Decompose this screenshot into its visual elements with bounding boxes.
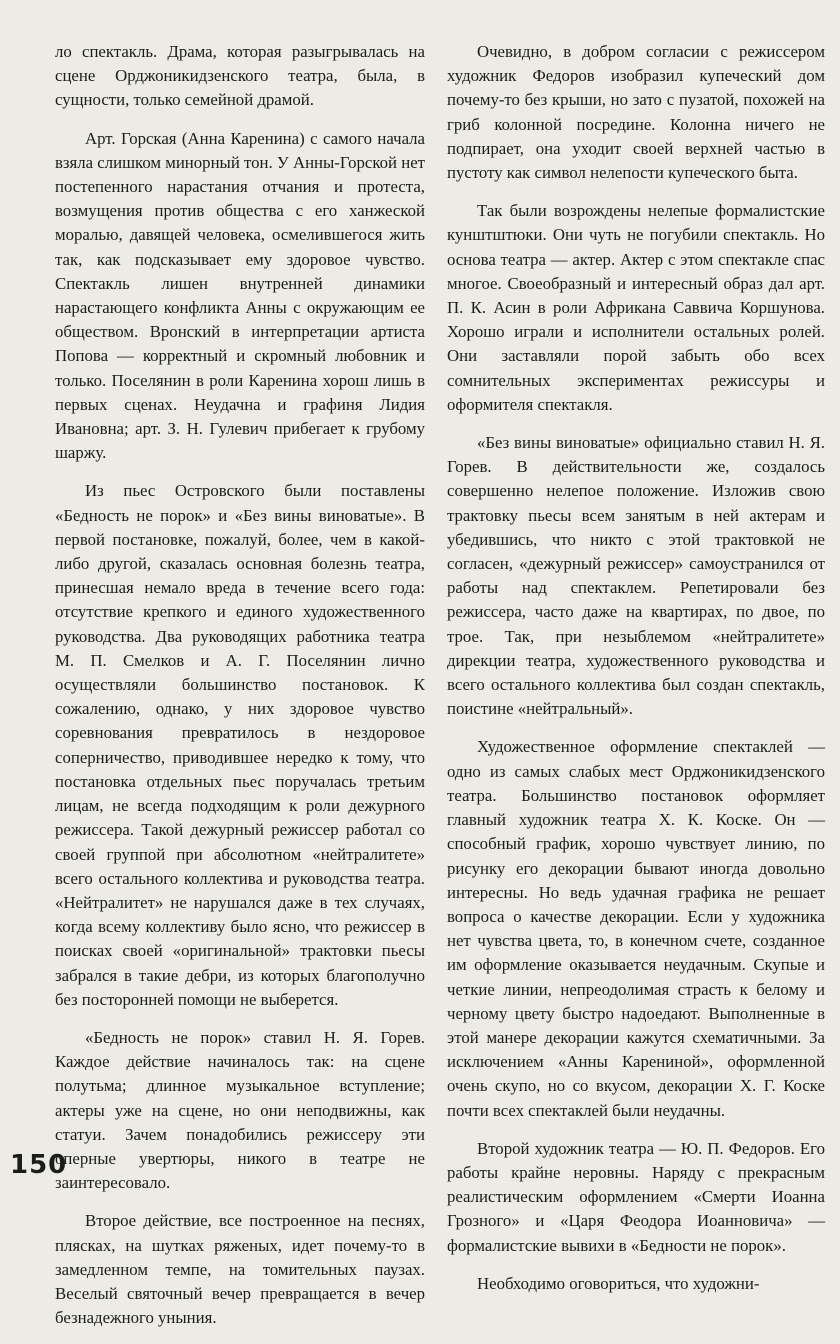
- paragraph: «Без вины виноватые» официально ставил Н. Я. Горев. В действительности же, создалось совершенно нелепое положение. Изложив свою трактовку пьесы всем занятым в ней актерам и убедившись, что никто с этой трактовкой не согласен, «дежурный режиссер» самоустранился от работы над спектаклем. Репетировали без режиссера, часто даже на квартирах, по двое, по трое. Так, при незыблемом «нейтралитете» дирекции театра, художественного руководства и всего остального коллектива был создан спектакль, поистине «нейтральный».: [447, 433, 825, 719]
- paragraph: Так были возрождены нелепые формалистские кунштштюки. Они чуть не погубили спектакль. Но основа театра — актер. Актер с этом спектакле спас многое. Своеобразный и интересный образ дал арт. П. К. Асин в роли Африкана Саввича Коршунова. Хорошо играли и исполнители остальных ролей. Они заставляли порой забыть обо всех сомнительных экспериментах режиссуры и оформителя спектакля.: [447, 201, 825, 414]
- paragraph: Второе действие, все построенное на песнях, плясках, на шутках ряженых, идет почему-то в замедленном темпе, на томительных паузах. Веселый святочный вечер превращается в вечер безнадежного уныния.: [55, 1211, 425, 1328]
- paragraph: Необходимо оговориться, что художни-: [477, 1273, 760, 1293]
- paragraph: Второй художник театра — Ю. П. Федоров. Его работы крайне неровны. Наряду с прекрасным реалистическим оформлением «Смерти Иоанна Грозного» и «Царя Феодора Иоанновича» — формалистские вывихи в «Бедности не порок».: [447, 1138, 825, 1255]
- paragraph: Очевидно, в добром согласии с режиссером художник Федоров изобразил купеческий дом почему-то без крыши, но зато с пузатой, похожей на гриб колонной посредине. Колонна ничего не подпирает, она уходит своей верхней частью в пустоту как символ нелепости купеческого быта.: [447, 42, 825, 183]
- paragraph: «Бедность не порок» ставил Н. Я. Горев. Каждое действие начиналось так: на сцене полутьма; длинное музыкальное вступление; актеры уже на сцене, но они неподвижны, как статуи. Зачем понадобились режиссеру эти оперные увертюры, никого в театре не заинтересовало.: [55, 1027, 425, 1193]
- paragraph: ло спектакль. Драма, которая разыгрывалась на сцене Орджоникидзенского театра, была, в сущности, только семейной драмой.: [55, 42, 425, 110]
- paragraph: Из пьес Островского были поставлены «Бедность не порок» и «Без вины виноватые». В первой постановке, пожалуй, более, чем в какой-либо другой, сказалась основная болезнь театра, принесшая немало вреда в течение всего года: отсутствие крепкого и единого художественного руководства. Два руководящих работника театра М. П. Смелков и А. Г. Поселянин лично осуществляли большинство постановок. К сожалению, однако, у них здоровое чувство соревнования превратилось в нездоровое соперничество, приводившее нередко к тому, что постановка отдельных пьес поручалась третьим лицам, не всегда подходящим к роли дежурного режиссера. Такой дежурный режиссер работал со своей группой при абсолютном «нейтралитете» всего остального коллектива и руководства театра. «Нейтралитет» не нарушался даже в тех случаях, когда всему коллективу было ясно, что режиссер в поисках своей «оригинальной» трактовки пьесы забрался в такие дебри, из которых благополучно без посторонней помощи не выберется.: [55, 481, 425, 1009]
- page-number: 150: [10, 1150, 68, 1180]
- paragraph: Арт. Горская (Анна Каренина) с самого начала взяла слишком минорный тон. У Анны-Горской нет постепенного нарастания отчания и протеста, возмущения против общества с его ханжеской моралью, давящей человека, осмелившегося жить так, как подсказывает ему здоровое чувство. Спектакль лишен внутренней динамики нарастающего конфликта Анны с окружающим ее обществом. Вронский в интерпретации артиста Попова — корректный и скромный любовник и только. Поселянин в роли Каренина хорош лишь в первых сценах. Неудачна и графиня Лидия Ивановна; арт. З. Н. Гулевич прибегает к грубому шаржу.: [55, 128, 425, 463]
- left-column: [55, 40, 425, 1344]
- right-column: [447, 40, 825, 1310]
- paragraph: Художественное оформление спектаклей — одно из самых слабых мест Орджоникидзенского театра. Большинство постановок оформляет главный художник театра Х. К. Коске. Он — способный график, хорошо чувствует линию, по рисунку его декорации бывают иногда довольно интересны. Но ведь удачная графика не решает вопроса о качестве декорации. Если у художника нет чувства цвета, то, в конечном счете, созданное им оформление оказывается неудачным. Скупые и четкие линии, непреодолимая страсть к белому и черному цвету быстро надоедают. Выполненные в этой манере декорации кажутся схематичными. За исключением «Анны Карениной», оформленной очень скупо, но со вкусом, декорации Х. Г. Коске почти всех спектаклей были неудачны.: [447, 737, 825, 1120]
